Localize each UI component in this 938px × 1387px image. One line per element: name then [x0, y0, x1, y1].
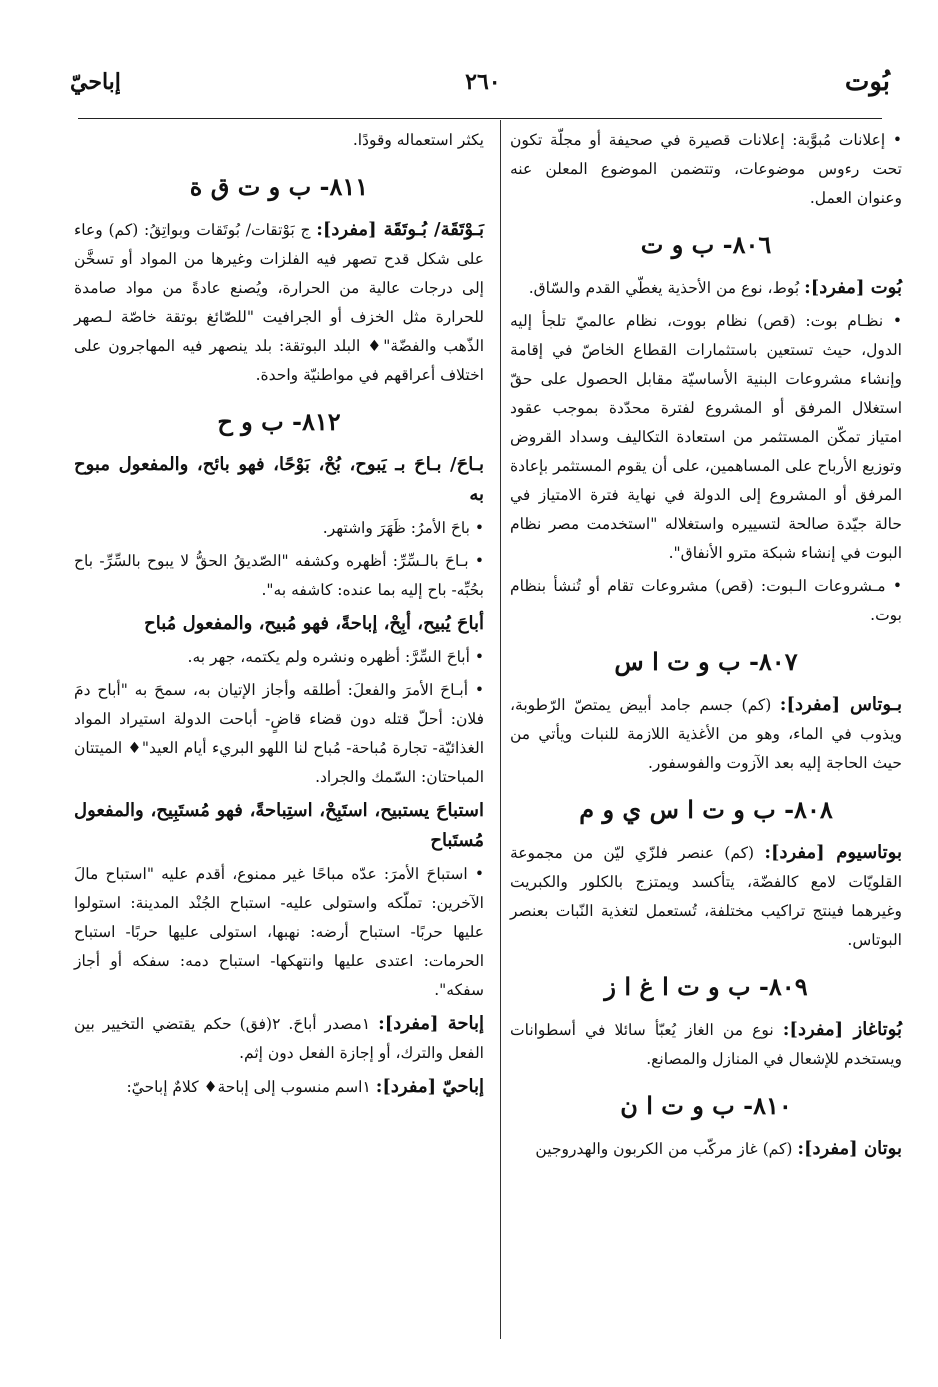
definition: ١مصدر أباحَ. ٢(فق) حكم يقتضي التخيير بين الفعل والترك، أو إجازة الفعل دون إثم. — [74, 1015, 484, 1062]
left-column — [74, 126, 484, 1106]
sense: • أبـاحَ الأمرَ والفعلَ: أطلقه وأجاز الإتيان به، سمحَ به "أباح دمَ فلان: أحلّ قتله دون قضاء قاضٍ- أباحت الدولة استيراد المواد الغذائيّة- تجارة مُباحة- مُباح لنا اللهو البريء أيام العيد"♦ الميتتان المباحتان: السّمك والجراد. — [74, 681, 484, 786]
root-heading-811: ٨١١- ب و ت ق ة — [189, 172, 369, 201]
headword: بَـوْتَقَة/ بُـوتَقَة [مفرد]: — [316, 219, 484, 240]
headword: أباحَ يُبيح، أبِحْ، إباحةً، فهو مُبيح، والمفعول مُباح — [144, 613, 484, 634]
definition: ج بَوْتقات/ بُوتَقات وبواتِقُ: (كم) وعاء على شكل قدح تصهر فيه الفلزات وغيرها من المواد أو تسخَّن إلى درجات عالية من الحرارة، ويُصنع عادةً من مواد صامدة للحرارة مثل الخزف أو الجرافيت "للصّائغ بوتقة خاصّة لـصهر الذّهب والفضّة"♦ البلد البوتقة: بلد ينصهر فيه المهاجرون على اختلاف أعراقهم في مواطنيّة واحدة. — [74, 221, 484, 384]
column-divider — [500, 120, 501, 1339]
entry-continuation — [74, 126, 484, 155]
root-heading-807: ٨٠٧- ب و ت ا س — [614, 647, 798, 676]
header-first-word: بُوت — [844, 67, 890, 97]
root-heading-808: ٨٠٨- ب و ت ا س ي و م — [579, 795, 833, 824]
entry-potassium — [510, 838, 902, 955]
definition: نوع من الغاز يُعبّأ سائلا في أسطوانات ويستخدم للإشعال في المنازل والمصانع. — [510, 1021, 902, 1068]
entry-baha — [74, 450, 484, 1102]
continuation-text: يكثر استعماله وقودًا. — [352, 131, 484, 149]
definition: بُوط، نوع من الأحذية يغطّي القدم والسّاق. — [528, 279, 800, 297]
headword: بـوتاس [مفرد]: — [779, 694, 903, 715]
headword: بُوتاغاز [مفرد]: — [782, 1019, 902, 1040]
bullet-text: • إعلانات مُبوَّبة: إعلانات قصيرة في صحيفة أو مجلّة تكون تحت رءوس موضوعات، وتتضمن الموضوع المعلن عنه وعنوان العمل. — [510, 131, 902, 207]
definition: (كم) غاز مركّب من الكربون والهدروجين — [535, 1140, 793, 1158]
headword: إباحيّ [مفرد]: — [375, 1076, 484, 1097]
definition: ١اسم منسوب إلى إباحة♦ كلامٌ إباحيّ: — [126, 1078, 371, 1096]
entry-continuation — [510, 126, 902, 213]
sense: • باحَ الأمرُ: ظَهَرَ واشتهر. — [322, 519, 484, 537]
headword: بوتاسيوم [مفرد]: — [764, 842, 902, 863]
headword: بـاحَ/ بـاحَ بـ يَبوح، بُحْ، بَوْحًا، فهو بائح، والمفعول مبوح به — [74, 454, 484, 505]
definition: (كم) جسم جامد أبيض يمتصّ الرّطوبة، ويذوب في الماء، وهو من الأغذية اللازمة للنبات ويأتي من حيث الحاجة إليه بعد الآزوت والفوسفور. — [510, 696, 902, 772]
headword: بُوت [مفرد]: — [804, 277, 902, 298]
header-last-word: إباحيّ — [70, 69, 121, 95]
headword: بوتان [مفرد]: — [797, 1138, 902, 1159]
root-heading-810: ٨١٠- ب و ت ا ن — [620, 1091, 792, 1120]
root-heading-809: ٨٠٩- ب و ت ا غ ا ز — [604, 972, 808, 1001]
entry-butane — [510, 1134, 902, 1164]
root-heading-806: ٨٠٦- ب و ت — [640, 230, 772, 259]
entry-boot — [510, 273, 902, 630]
page-number: ٢٦٠ — [465, 69, 501, 95]
headword: استباحَ يستبيح، استَبِحْ، استِباحةً، فهو مُستَبِيح، والمفعول مُستَباح — [74, 800, 484, 851]
entry-crucible — [74, 215, 484, 390]
definition: (كم) عنصر فلزّي ليّن من مجموعة القلويّات لامع كالفضّة، يتأكسد ويمتزج بالكلور والكبريت وغيرهما فينتج تراكيب مختلفة، تُستعمل لتغذية النّبات بعنصر البوتاس. — [510, 844, 902, 949]
root-heading-812: ٨١٢- ب و ح — [217, 407, 341, 436]
sense: • بـاحَ بالـسِّرِّ: أظهره وكشفه "الصّديقُ الحقُّ لا يبوح بالسِّرِّ- باح بحُبِّه- باح إليه بما عنده: كاشفه به". — [74, 552, 484, 599]
sense: • استباحَ الأمرَ: عدّه مباحًا غير ممنوع، أقدم عليه "استباح مالَ الآخرين: تملّكه واستولى عليه- استباح الجُنْد المدينة: استولوا عليها حربًا- استباح أرضه: نهبها، استولى عليها حربًا- استباح الحرمات: اعتدى عليها وانتهكها- استباح دمه: سفكه أو أجاز سفكه". — [74, 865, 484, 999]
sense: • نظـام بوت: (قص) نظام بووت، نظام عالميّ تلجأ إليه الدول، حيث تستعين باستثمارات القطاع الخاصّ في إقامة وإنشاء مشروعات البنية الأساسيّة مقابل الحصول على حقّ استغلال المرفق أو المشروع لفترة محدّدة بموجب عقود امتياز تمكّن المستثمر من استعادة التكاليف وسداد القروض وتوزيع الأرباح على المساهمين، على أن يقوم المستثمر بإعادة المرفق أو المشروع إلى الدولة في نهاية فترة الامتياز في حالة جيّدة صالحة لتسييره واستغلاله "استخدمت مصر نظام البوت في إنشاء شبكة مترو الأنفاق". — [510, 312, 902, 562]
running-header — [70, 60, 890, 104]
right-column — [510, 126, 902, 1168]
entry-butagas — [510, 1015, 902, 1074]
sense: • مـشروعات الـبوت: (قص) مشروعات تقام أو تُنشأ بنظام بوت. — [510, 577, 902, 624]
entry-potash — [510, 690, 902, 778]
sense: • أباحَ السِّرَّ: أظهره ونشره ولم يكتمه، جهر به. — [187, 648, 484, 666]
header-rule — [78, 118, 882, 119]
headword: إباحة [مفرد]: — [378, 1013, 484, 1034]
